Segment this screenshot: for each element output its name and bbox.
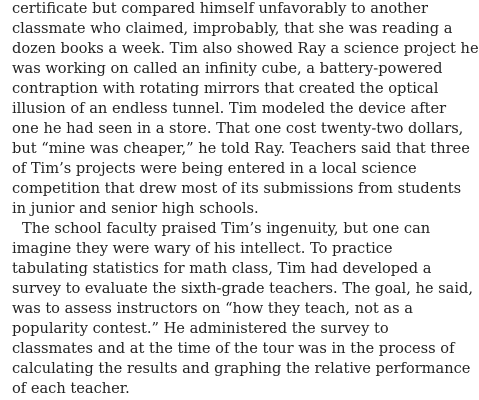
text-line: of each teacher. [12,380,130,397]
text-line: illusion of an endless tunnel. Tim modeled the device after [12,100,447,117]
text-line: in junior and senior high schools. [12,200,259,217]
text-line: classmates and at the time of the tour was in the process of [12,340,455,357]
text-line: classmate who claimed, improbably, that she was reading a [12,20,453,37]
text-line: imagine they were wary of his intellect. To practice [12,240,393,257]
text-line: contraption with rotating mirrors that created the optical [12,80,439,97]
text-line: one he had seen in a store. That one cost twenty-two dollars, [12,120,464,137]
paragraph-first-line: The school faculty praised Tim’s ingenuity, but one can [22,220,431,237]
text-line: was working on called an infinity cube, a battery-powered [12,60,443,77]
text-line: was to assess instructors on “how they teach, not as a [12,300,413,317]
text-line: but “mine was cheaper,” he told Ray. Teachers said that three [12,140,470,157]
text-line: competition that drew most of its submissions from students [12,180,462,197]
text-line: dozen books a week. Tim also showed Ray a science project he [12,40,479,57]
text-line: of Tim’s projects were being entered in a local science [12,160,417,177]
text-line: tabulating statistics for math class, Tim had developed a [12,260,432,277]
text-line: certificate but compared himself unfavorably to another [12,0,429,17]
text-line: survey to evaluate the sixth-grade teachers. The goal, he said, [12,280,474,297]
text-line: calculating the results and graphing the relative performance [12,360,471,377]
text-line: popularity contest.” He administered the survey to [12,320,389,337]
